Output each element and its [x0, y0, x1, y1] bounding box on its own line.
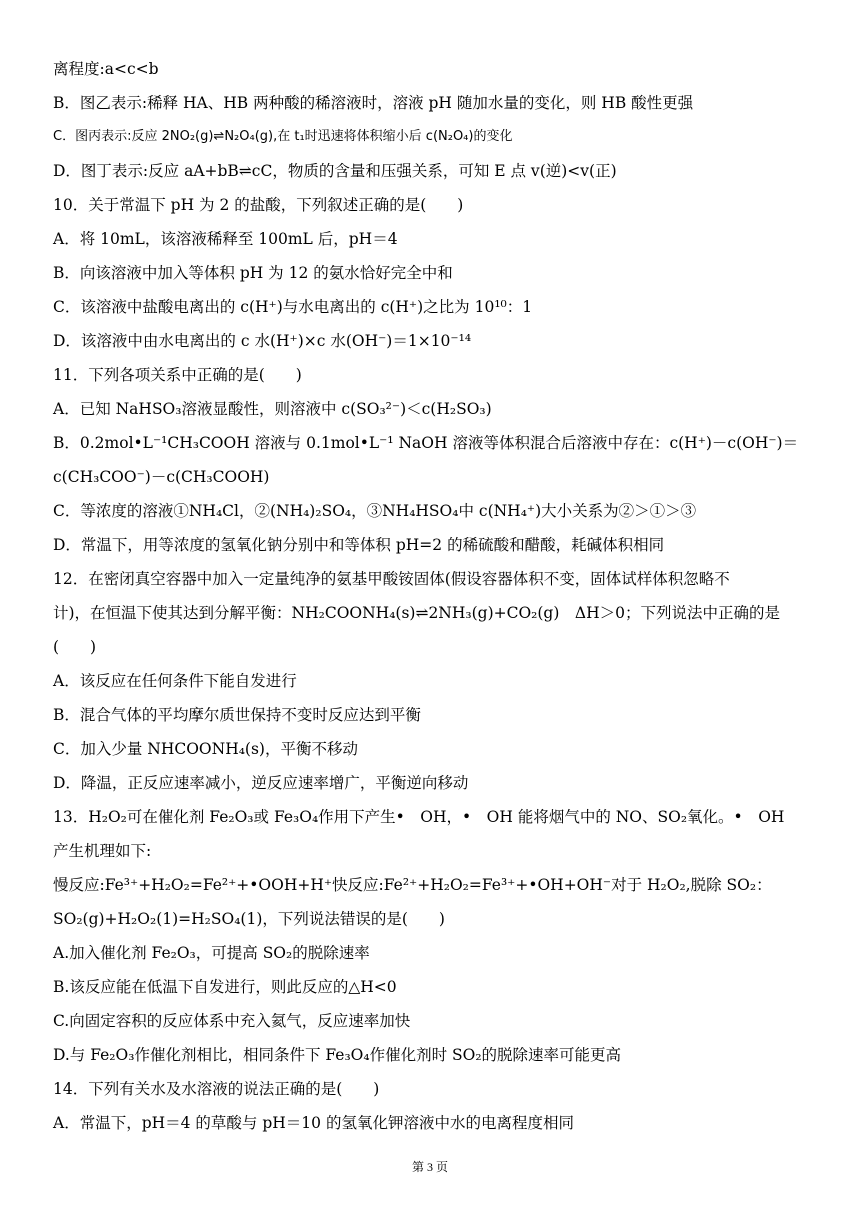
option-a: A．常温下，pH＝4 的草酸与 pH＝10 的氢氧化钾溶液中水的电离程度相同: [53, 1114, 574, 1132]
text-line: D．图丁表示:反应 aA+bB⇌cC，物质的含量和压强关系，可知 E 点 v(逆)<v(正): [53, 162, 617, 180]
option-a: A.加入催化剂 Fe₂O₃，可提高 SO₂的脱除速率: [53, 944, 370, 962]
option-a: A．该反应在任何条件下能自发进行: [53, 672, 297, 690]
question-11-stem: 11．下列各项关系中正确的是( ): [53, 366, 302, 384]
question-12-stem-cont: 计)，在恒温下使其达到分解平衡：NH₂COONH₄(s)⇌2NH₃(g)+CO₂(g) ΔH＞0；下列说法中正确的是: [53, 604, 780, 622]
question-13-stem-cont: 产生机理如下:: [53, 842, 152, 860]
question-13-stem: 13．H₂O₂可在催化剂 Fe₂O₃或 Fe₃O₄作用下产生• OH，• OH 能将烟气中的 NO、SO₂氧化。• OH: [53, 808, 785, 826]
option-d: D．降温，正反应速率减小，逆反应速率增广，平衡逆向移动: [53, 774, 469, 792]
question-12-stem: 12．在密闭真空容器中加入一定量纯净的氨基甲酸铵固体(假设容器体积不变，固体试样体积忽略不: [53, 570, 730, 588]
option-c: C．加入少量 NHCOONH₄(s)，平衡不移动: [53, 740, 358, 758]
question-13-stem-cont: SO₂(g)+H₂O₂(1)=H₂SO₄(1)，下列说法错误的是( ): [53, 910, 445, 928]
question-14-stem: 14．下列有关水及水溶液的说法正确的是( ): [53, 1080, 380, 1098]
option-b-cont: c(CH₃COO⁻)－c(CH₃COOH): [53, 468, 270, 486]
option-b: B．0.2mol•L⁻¹CH₃COOH 溶液与 0.1mol•L⁻¹ NaOH 溶液等体积混合后溶液中存在：c(H⁺)－c(OH⁻)＝: [53, 434, 799, 452]
question-13-stem-cont: 慢反应:Fe³⁺+H₂O₂=Fe²⁺+•OOH+H⁺快反应:Fe²⁺+H₂O₂=Fe³⁺+•OH+OH⁻对于 H₂O₂,脱除 SO₂：: [53, 876, 772, 894]
option-b: B．混合气体的平均摩尔质世保持不变时反应达到平衡: [53, 706, 421, 724]
option-c: C.向固定容积的反应体系中充入氦气，反应速率加快: [53, 1012, 411, 1030]
page-number: 第 3 页: [411, 1160, 448, 1174]
option-a: A．已知 NaHSO₃溶液显酸性，则溶液中 c(SO₃²⁻)＜c(H₂SO₃): [53, 400, 492, 418]
option-d: D．常温下，用等浓度的氢氧化钠分别中和等体积 pH=2 的稀硫酸和醋酸，耗碱体积相同: [53, 536, 665, 554]
question-12-stem-cont: ( ): [53, 638, 97, 656]
text-line: 离程度:a<c<b: [53, 60, 159, 78]
option-a: A．将 10mL，该溶液稀释至 100mL 后，pH＝4: [53, 230, 398, 248]
text-line: C．图丙表示:反应 2NO₂(g)⇌N₂O₄(g),在 t₁时迅速将体积缩小后 c(N₂O₄)的变化: [53, 129, 513, 144]
question-10-stem: 10．关于常温下 pH 为 2 的盐酸，下列叙述正确的是( ): [53, 196, 464, 214]
text-line: B．图乙表示:稀释 HA、HB 两种酸的稀溶液时，溶液 pH 随加水量的变化，则 HB 酸性更强: [53, 94, 694, 112]
option-b: B．向该溶液中加入等体积 pH 为 12 的氨水恰好完全中和: [53, 264, 453, 282]
option-d: D．该溶液中由水电离出的 c 水(H⁺)×c 水(OH⁻)＝1×10⁻¹⁴: [53, 332, 472, 350]
option-d: D.与 Fe₂O₃作催化剂相比，相同条件下 Fe₃O₄作催化剂时 SO₂的脱除速率可能更高: [53, 1046, 622, 1064]
option-b: B.该反应能在低温下自发进行，则此反应的△H<0: [53, 978, 397, 996]
option-c: C．该溶液中盐酸电离出的 c(H⁺)与水电离出的 c(H⁺)之比为 10¹⁰：1: [53, 298, 533, 316]
option-c: C．等浓度的溶液①NH₄Cl，②(NH₄)₂SO₄，③NH₄HSO₄中 c(NH₄⁺)大小关系为②＞①＞③: [53, 502, 697, 520]
